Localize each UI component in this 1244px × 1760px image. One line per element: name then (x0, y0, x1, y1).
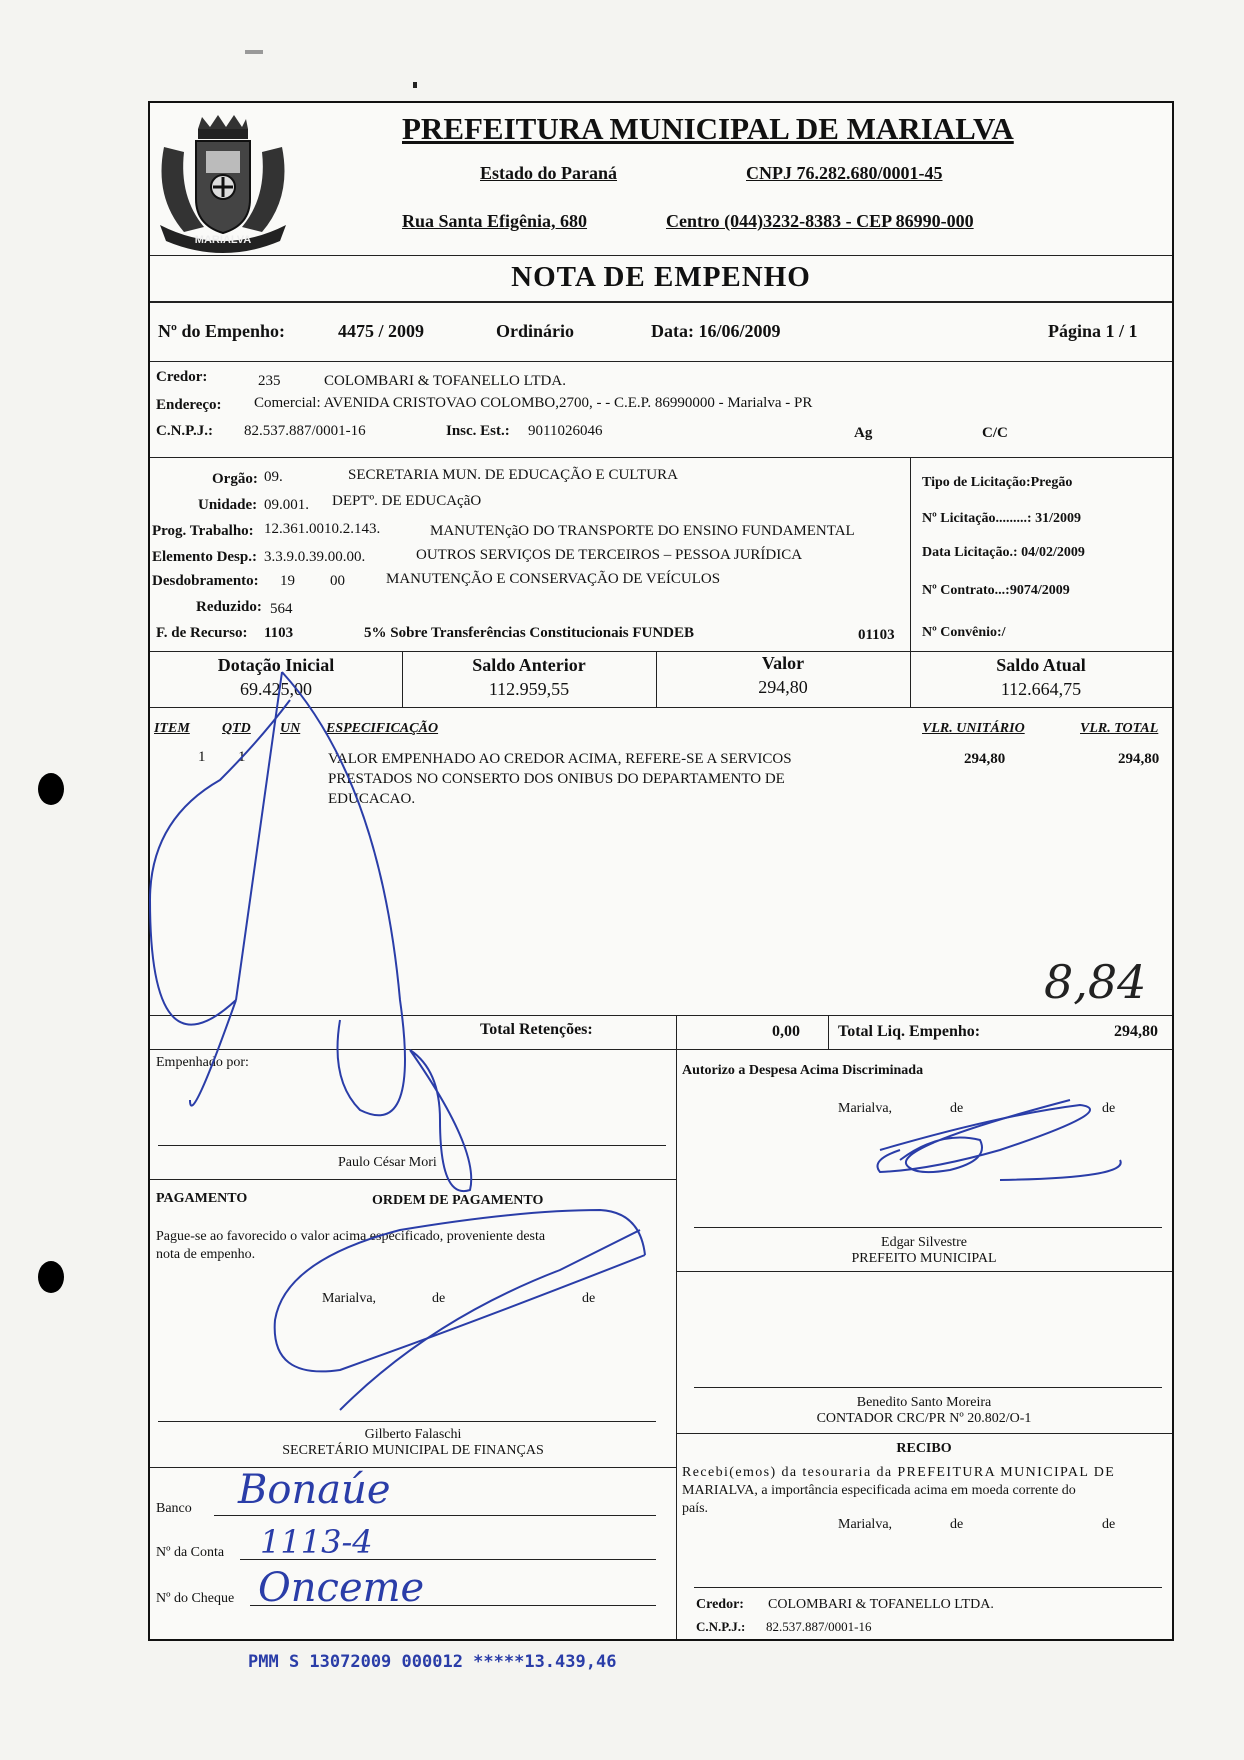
dotacao-inicial-value: 69.425,00 (240, 679, 312, 699)
recurso-code: 1103 (264, 625, 294, 641)
orgao-code: 09. (264, 469, 283, 485)
recibo-label: RECIBO (896, 1441, 952, 1456)
secretario-role: SECRETÁRIO MUNICIPAL DE FINANÇAS (282, 1443, 544, 1458)
autorizo-city: Marialva, (838, 1101, 893, 1116)
form-frame (148, 101, 1174, 1641)
recurso-ref: 01103 (858, 627, 895, 643)
unidade-label: Unidade: (198, 497, 258, 513)
cc-label: C/C (982, 425, 1008, 441)
orgao-label: Orgão: (212, 471, 258, 487)
reduzido-value: 564 (270, 601, 293, 617)
numero-licitacao: Nº Licitação.........: 31/2009 (922, 511, 1081, 526)
col-item: ITEM (154, 721, 190, 736)
prefeitura-contact: Centro (044)3232-8383 - CEP 86990-000 (666, 211, 974, 231)
prog-code: 12.361.0010.2.143. (264, 521, 381, 537)
prefeito-role: PREFEITO MUNICIPAL (851, 1251, 997, 1266)
prefeitura-cnpj: CNPJ 76.282.680/0001-45 (746, 163, 943, 183)
prefeitura-address: Rua Santa Efigênia, 680 (402, 211, 588, 231)
desdobramento-subcode: 00 (330, 573, 345, 589)
recibo-cnpj: 82.537.887/0001-16 (766, 1619, 872, 1634)
col-un: UN (280, 721, 301, 736)
empenho-date: Data: 16/06/2009 (651, 321, 781, 341)
recibo-city: Marialva, (838, 1517, 893, 1532)
contador-role: CONTADOR CRC/PR Nº 20.802/O-1 (816, 1411, 1032, 1426)
desdobramento-code: 19 (280, 573, 295, 589)
banco-handwritten: Bonaúe (238, 1467, 391, 1513)
unidade-code: 09.001. (264, 497, 309, 513)
empenhado-signer: Paulo César Mori (338, 1155, 437, 1170)
col-qtd: QTD (222, 721, 251, 736)
pagamento-de: de (582, 1291, 596, 1306)
col-vlr-unitario: VLR. UNITÁRIO (922, 721, 1025, 736)
pagamento-city: Marialva, (322, 1291, 377, 1306)
saldo-anterior-label: Saldo Anterior (472, 655, 586, 675)
footer-stamp: PMM S 13072009 000012 *****13.439,46 (248, 1652, 617, 1672)
pagamento-de: de (432, 1291, 446, 1306)
autorizo-de: de (950, 1101, 964, 1116)
total-liq-label: Total Liq. Empenho: (838, 1023, 981, 1040)
pagamento-label: PAGAMENTO (156, 1191, 248, 1206)
scan-speck (413, 82, 417, 88)
secretario-name: Gilberto Falaschi (364, 1427, 462, 1442)
elemento-code: 3.3.9.0.39.00.00. (264, 549, 366, 565)
empenho-label: Nº do Empenho: (158, 321, 285, 341)
banco-label: Banco (156, 1501, 192, 1516)
prefeitura-title: PREFEITURA MUNICIPAL DE MARIALVA (402, 111, 1014, 146)
recibo-text: país. (682, 1501, 709, 1516)
document-title: NOTA DE EMPENHO (511, 261, 811, 293)
desdobramento-label: Desdobramento: (152, 573, 259, 589)
cheque-handwritten: Onceme (258, 1565, 425, 1611)
item-qtd: 1 (238, 749, 246, 765)
conta-label: Nº da Conta (156, 1545, 225, 1560)
item-total-value: 294,80 (1118, 751, 1160, 767)
pagamento-text: Pague-se ao favorecido o valor acima especificado, proveniente desta (156, 1229, 546, 1244)
col-vlr-total: VLR. TOTAL (1080, 721, 1159, 736)
empenhado-por-label: Empenhado por: (156, 1055, 249, 1070)
svg-text:MARIALVA: MARIALVA (194, 234, 252, 246)
col-especificacao: ESPECIFICAÇÃO (326, 721, 439, 736)
numero-contrato: Nº Contrato...:9074/2009 (922, 583, 1070, 598)
desdobramento-desc: MANUTENÇÃO E CONSERVAÇÃO DE VEÍCULOS (386, 571, 721, 587)
autorizo-de: de (1102, 1101, 1116, 1116)
recibo-credor-label: Credor: (696, 1597, 744, 1612)
item-spec-line: EDUCACAO. (328, 791, 416, 807)
prog-desc: MANUTENçãO DO TRANSPORTE DO ENSINO FUNDAMENTAL (430, 523, 855, 539)
prefeito-name: Edgar Silvestre (881, 1235, 967, 1250)
credor-insc: 9011026046 (528, 423, 603, 439)
credor-name: COLOMBARI & TOFANELLO LTDA. (324, 373, 566, 389)
reduzido-label: Reduzido: (196, 599, 262, 615)
elemento-label: Elemento Desp.: (152, 549, 257, 565)
recibo-text: MARIALVA, a importância especificada acima em moeda corrente do (682, 1483, 1076, 1498)
recurso-label: F. de Recurso: (156, 625, 248, 641)
contador-name: Benedito Santo Moreira (856, 1395, 992, 1410)
binder-hole (38, 1261, 64, 1293)
ag-label: Ag (854, 425, 873, 441)
empenho-number: 4475 / 2009 (338, 321, 425, 341)
recibo-de: de (1102, 1517, 1116, 1532)
recibo-de: de (950, 1517, 964, 1532)
credor-address: Comercial: AVENIDA CRISTOVAO COLOMBO,2700, - - C.E.P. 86990000 - Marialva - PR (254, 395, 813, 411)
saldo-atual-value: 112.664,75 (1000, 679, 1082, 699)
recurso-desc: 5% Sobre Transferências Constitucionais FUNDEB (364, 625, 695, 641)
recibo-text: Recebi(emos) da tesouraria da PREFEITURA MUNICIPAL DE (682, 1465, 1116, 1480)
prog-label: Prog. Trabalho: (152, 523, 254, 539)
elemento-desc: OUTROS SERVIÇOS DE TERCEIROS – PESSOA JURÍDICA (416, 547, 803, 563)
total-retencoes-label: Total Retenções: (480, 1021, 593, 1038)
credor-cnpj: 82.537.887/0001-16 (244, 423, 366, 439)
state-name: Estado do Paraná (480, 163, 618, 183)
credor-label: Credor: (156, 369, 208, 385)
total-retencoes-value: 0,00 (772, 1023, 800, 1040)
item-spec-line: PRESTADOS NO CONSERTO DOS ONIBUS DO DEPARTAMENTO DE (328, 771, 785, 787)
insc-label: Insc. Est.: (446, 423, 510, 439)
cheque-label: Nº do Cheque (156, 1591, 235, 1606)
tipo-licitacao: Tipo de Licitação:Pregão (922, 475, 1073, 490)
binder-hole (38, 773, 64, 805)
ordem-pagamento-label: ORDEM DE PAGAMENTO (372, 1193, 544, 1208)
dotacao-inicial-label: Dotação Inicial (217, 655, 335, 675)
unidade-desc: DEPTº. DE EDUCAçãO (332, 493, 482, 509)
item-unit-value: 294,80 (964, 751, 1006, 767)
scan-speck (245, 50, 263, 54)
orgao-desc: SECRETARIA MUN. DE EDUCAÇÃO E CULTURA (348, 467, 678, 483)
saldo-atual-label: Saldo Atual (996, 655, 1086, 675)
page-number: Página 1 / 1 (1048, 321, 1138, 341)
credor-code: 235 (258, 373, 281, 389)
item-spec-line: VALOR EMPENHADO AO CREDOR ACIMA, REFERE-SE A SERVICOS (328, 751, 792, 767)
pagamento-text: nota de empenho. (156, 1247, 256, 1262)
endereco-label: Endereço: (156, 397, 222, 413)
conta-handwritten: 1113-4 (260, 1523, 373, 1561)
cnpj-label: C.N.P.J.: (156, 423, 213, 439)
item-number: 1 (198, 749, 206, 765)
recibo-cnpj-label: C.N.P.J.: (696, 1619, 746, 1634)
empenho-type: Ordinário (496, 321, 575, 341)
municipal-coat-of-arms (154, 107, 292, 255)
numero-convenio: Nº Convênio:/ (922, 625, 1006, 640)
autorizo-label: Autorizo a Despesa Acima Discriminada (682, 1063, 924, 1078)
saldo-anterior-value: 112.959,55 (488, 679, 570, 699)
recibo-credor: COLOMBARI & TOFANELLO LTDA. (768, 1597, 994, 1612)
handwritten-annotation: 8,84 (1044, 955, 1147, 1009)
data-licitacao: Data Licitação.: 04/02/2009 (922, 545, 1085, 560)
total-liq-value: 294,80 (1114, 1023, 1158, 1040)
valor-label: Valor (761, 653, 805, 673)
valor-value: 294,80 (758, 677, 808, 697)
